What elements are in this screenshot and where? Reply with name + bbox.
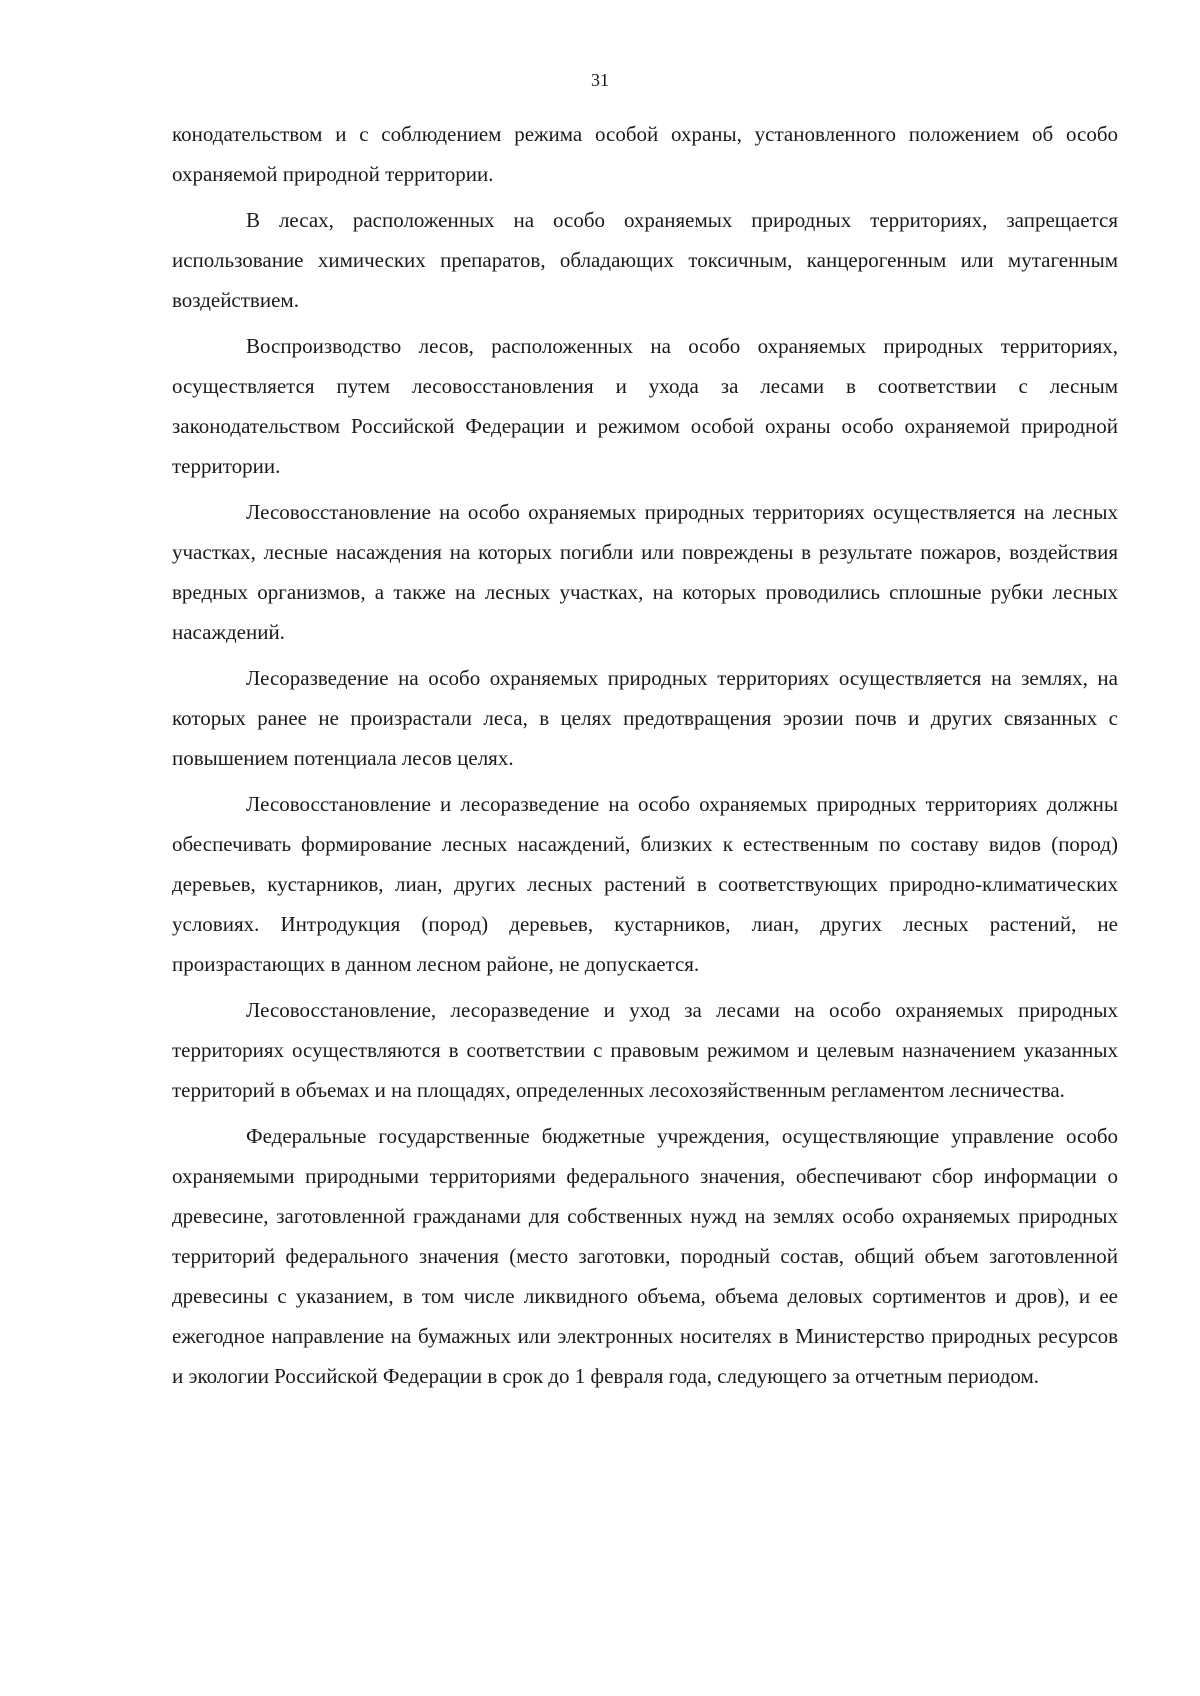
paragraph-afforestation: Лесоразведение на особо охраняемых природных территориях осуществляется на землях, на которых ранее не произрастали леса, в целях предотвращения эрозии почв и других связанных с повышением потенциала лесов целях. [172,666,1118,770]
paragraph-reforestation-sites: Лесовосстановление на особо охраняемых природных территориях осуществляется на лесных участках, лесные насаждения на которых погибли или повреждены в результате пожаров, воздействия вредных организмов, а также на лесных участках, на которых проводились сплошные рубки лесных насаждений. [172,500,1118,644]
paragraph-legal-regime: Лесовосстановление, лесоразведение и уход за лесами на особо охраняемых природных территориях осуществляются в соответствии с правовым режимом и целевым назначением указанных территорий в объемах и на площадях, определенных лесохозяйственным регламентом лесничества. [172,998,1118,1102]
document-body [172,114,1118,1396]
paragraph-natural-composition: Лесовосстановление и лесоразведение на особо охраняемых природных территориях должны обеспечивать формирование лесных насаждений, близких к естественным по составу видов (пород) деревьев, кустарников, лиан, других лесных растений в соответствующих природно-климатических условиях. Интродукция (пород) деревьев, кустарников, лиан, других лесных растений, не произрастающих в данном лесном районе, не допускается. [172,792,1118,976]
paragraph-federal-institutions: Федеральные государственные бюджетные учреждения, осуществляющие управление особо охраняемыми природными территориями федерального значения, обеспечивают сбор информации о древесине, заготовленной гражданами для собственных нужд на землях особо охраняемых природных территорий федерального значения (место заготовки, породный состав, общий объем заготовленной древесины с указанием, в том числе ликвидного объема, объема деловых сортиментов и дров), и ее ежегодное направление на бумажных или электронных носителях в Министерство природных ресурсов и экологии Российской Федерации в срок до 1 февраля года, следующего за отчетным периодом. [172,1124,1118,1388]
paragraph-continuation: конодательством и с соблюдением режима особой охраны, установленного положением об особо охраняемой природной территории. [172,122,1118,186]
paragraph-forest-reproduction: Воспроизводство лесов, расположенных на особо охраняемых природных территориях, осуществляется путем лесовосстановления и ухода за лесами в соответствии с лесным законодательством Российской Федерации и режимом особой охраны особо охраняемой природной территории. [172,334,1118,478]
paragraph-chemical-ban: В лесах, расположенных на особо охраняемых природных территориях, запрещается использование химических препаратов, обладающих токсичным, канцерогенным или мутагенным воздействием. [172,208,1118,312]
page-number: 31 [591,70,609,90]
